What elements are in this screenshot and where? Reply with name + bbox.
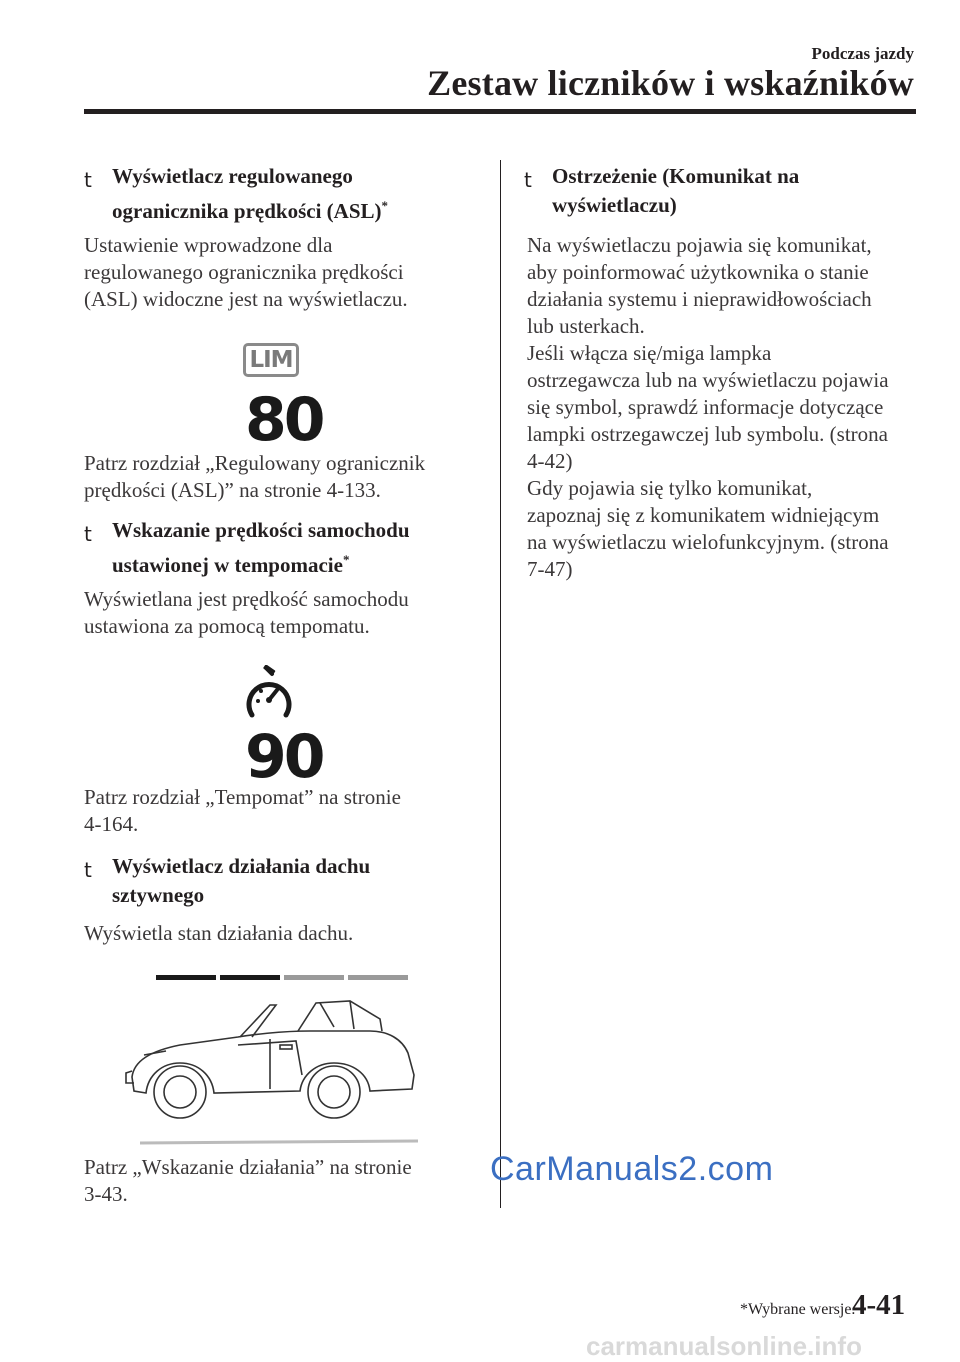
cruise-reference: Patrz rozdział „Tempomat” na stronie 4-164. <box>84 785 401 836</box>
asl-heading: t Wyświetlacz regulowanego ogranicznika prędkości (ASL)* <box>84 164 389 223</box>
footer-note: *Wybrane wersje. <box>740 1301 856 1318</box>
bullet-marker: t <box>84 168 92 192</box>
asl-body: Ustawienie wprowadzone dla regulowanego ogranicznika prędkości (ASL) widoczne jest na wyświetlaczu. <box>84 233 408 311</box>
header-rule <box>84 109 916 114</box>
watermark-text: CarManuals2.com <box>490 1150 774 1188</box>
running-header-section: Podczas jazdy <box>811 44 914 63</box>
roof-progress-bar <box>156 975 408 980</box>
lim-indicator-icon: LIM <box>243 343 299 377</box>
car-icon <box>126 1001 414 1118</box>
watermark-bottom: carmanualsonline.info <box>586 1331 862 1361</box>
asl-reference: Patrz rozdział „Regulowany ogranicznik prędkości (ASL)” na stronie 4-133. <box>84 451 426 502</box>
roof-reference: Patrz „Wskazanie działania” na stronie 3-43. <box>84 1155 412 1206</box>
column-divider <box>500 160 501 1208</box>
cruise-body: Wyświetlana jest prędkość samochodu ustawiona za pomocą tempomatu. <box>84 587 409 638</box>
page-title: Zestaw liczników i wskaźników <box>427 63 914 103</box>
ground-line <box>140 1141 418 1143</box>
bullet-marker: t <box>84 522 92 546</box>
roof-heading: t Wyświetlacz działania dachu sztywnego <box>84 854 371 907</box>
page-number: 4-41 <box>852 1289 906 1321</box>
roof-body: Wyświetla stan działania dachu. <box>84 921 354 945</box>
bullet-marker: t <box>84 858 92 882</box>
warning-body: Na wyświetlaczu pojawia się komunikat, aby poinformować użytkownika o stanie działania systemu i nieprawidłowościach lub usterkach. Jeśli włącza się/miga lampka ostrzegawcza lub na wyświetlaczu pojawia się symbol, sprawdź informacje dotyczące lampki ostrzegawczej lub symbolu. (strona 4-42) Gdy pojawia się tylko komunikat, zapoznaj się z komunikatem widniejącym na wyświetlaczu wielofunkcyjnym. (strona 7-47) <box>527 233 889 581</box>
asl-speed-value: 80 <box>245 385 323 455</box>
warning-heading: t Ostrzeżenie (Komunikat na wyświetlaczu) <box>524 164 800 217</box>
cruise-speed-value: 90 <box>245 722 323 792</box>
bullet-marker: t <box>524 168 532 192</box>
roof-operation-illustration <box>120 965 430 1150</box>
cruise-control-icon <box>244 665 294 725</box>
cruise-heading: t Wskazanie prędkości samochodu ustawionej w tempomacie* <box>84 518 410 577</box>
